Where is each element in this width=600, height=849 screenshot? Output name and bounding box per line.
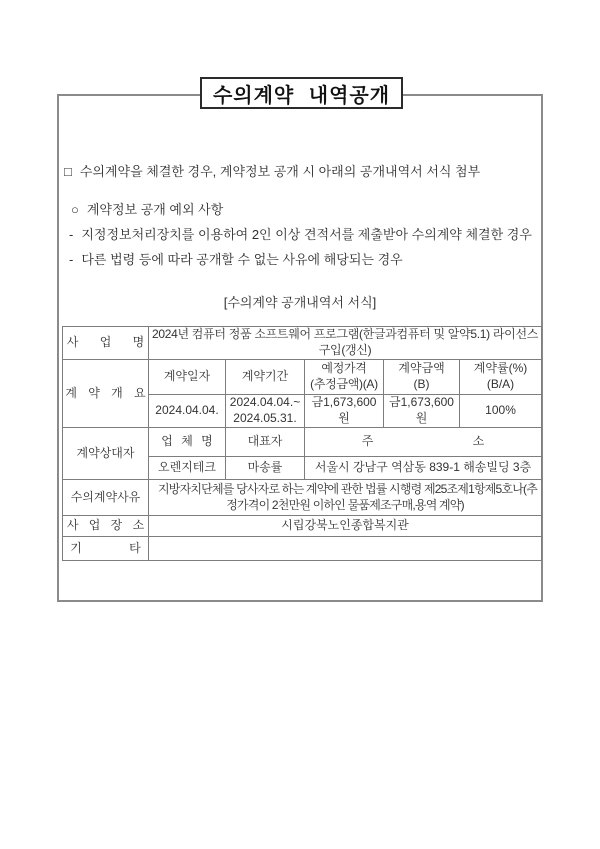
contract-amount-value: 금1,673,600원 <box>384 395 460 428</box>
contract-amount-header-line1: 계약금액 <box>398 361 445 376</box>
note-exception-item <box>69 252 403 268</box>
contract-amount-header-line2: (B) <box>413 377 430 391</box>
contract-period-value-line1: 2024.04.04.~ <box>229 395 301 410</box>
contract-rate-header-line2: (B/A) <box>486 377 515 391</box>
note-text: 다른 법령 등에 따라 공개할 수 없는 사유에 해당되는 경우 <box>81 252 403 267</box>
note-text: 지정정보처리장치를 이용하여 2인 이상 견적서를 제출받아 수의계약 체결한 경우 <box>81 227 532 242</box>
contract-reason-value: 지방자치단체를 당사자로 하는 계약에 관한 법률 시행령 제25조제1항제5호나(추정가격이 2천만원 이하인 물품제조구매,용역 계약) <box>149 480 542 516</box>
ceo-header: 대표자 <box>226 428 305 457</box>
etc-label: 기 타 <box>63 537 149 561</box>
address-header: 주 소 <box>305 428 542 457</box>
company-name-value: 오렌지테크 <box>149 457 226 480</box>
contract-period-value <box>226 395 305 428</box>
contract-period-value-line2: 2024.05.31. <box>233 411 297 425</box>
table-row <box>63 428 542 457</box>
dash-bullet-icon: - <box>69 252 74 267</box>
title-box <box>200 77 403 109</box>
estimated-price-header-line1: 예정가격 <box>321 361 367 376</box>
page-title: 수의계약 내역공개 <box>212 84 391 107</box>
contract-date-value: 2024.04.04. <box>149 395 226 428</box>
business-name-label: 사 업 명 <box>63 327 149 360</box>
table-row <box>63 516 542 537</box>
business-location-label: 사 업 장 소 <box>63 516 149 537</box>
company-name-header: 업 체 명 <box>149 428 226 457</box>
circle-bullet-icon: ○ <box>71 202 79 217</box>
note-attachment <box>64 164 480 180</box>
table-row <box>63 360 542 395</box>
contract-rate-value: 100% <box>460 395 542 428</box>
estimated-price-value: 금1,673,600원 <box>305 395 384 428</box>
note-exception-item <box>69 227 532 243</box>
ceo-value: 마송률 <box>226 457 305 480</box>
estimated-price-header-line2: (추정금액)(A) <box>310 377 378 391</box>
dash-bullet-icon: - <box>69 227 74 242</box>
note-text: 수의계약을 체결한 경우, 계약정보 공개 시 아래의 공개내역서 서식 첨부 <box>79 164 481 179</box>
contract-date-header: 계약일자 <box>149 360 226 395</box>
square-bullet-icon: □ <box>64 164 72 179</box>
business-name-value: 2024년 컴퓨터 정품 소프트웨어 프로그램(한글과컴퓨터 및 알약5.1) 라이선스 구입(갱신) <box>149 327 542 360</box>
estimated-price-header <box>305 360 384 395</box>
contract-amount-header <box>384 360 460 395</box>
form-caption: [수의계약 공개내역서 서식] <box>223 295 377 310</box>
business-location-value: 시립강북노인종합복지관 <box>149 516 542 537</box>
table-row <box>63 327 542 360</box>
contract-reason-label: 수의계약사유 <box>63 480 149 516</box>
contractor-label: 계약상대자 <box>63 428 149 480</box>
table-row <box>63 480 542 516</box>
disclosure-table <box>62 326 542 561</box>
contract-rate-header <box>460 360 542 395</box>
address-value: 서울시 강남구 역삼동 839-1 해송빌딩 3층 <box>305 457 542 480</box>
note-exceptions-heading <box>71 202 223 218</box>
contract-overview-label: 계 약 개 요 <box>63 360 149 428</box>
table-row <box>63 537 542 561</box>
contract-rate-header-line1: 계약률(%) <box>473 361 528 376</box>
note-text: 계약정보 공개 예외 사항 <box>86 202 224 217</box>
etc-value <box>149 537 542 561</box>
contract-period-header: 계약기간 <box>226 360 305 395</box>
